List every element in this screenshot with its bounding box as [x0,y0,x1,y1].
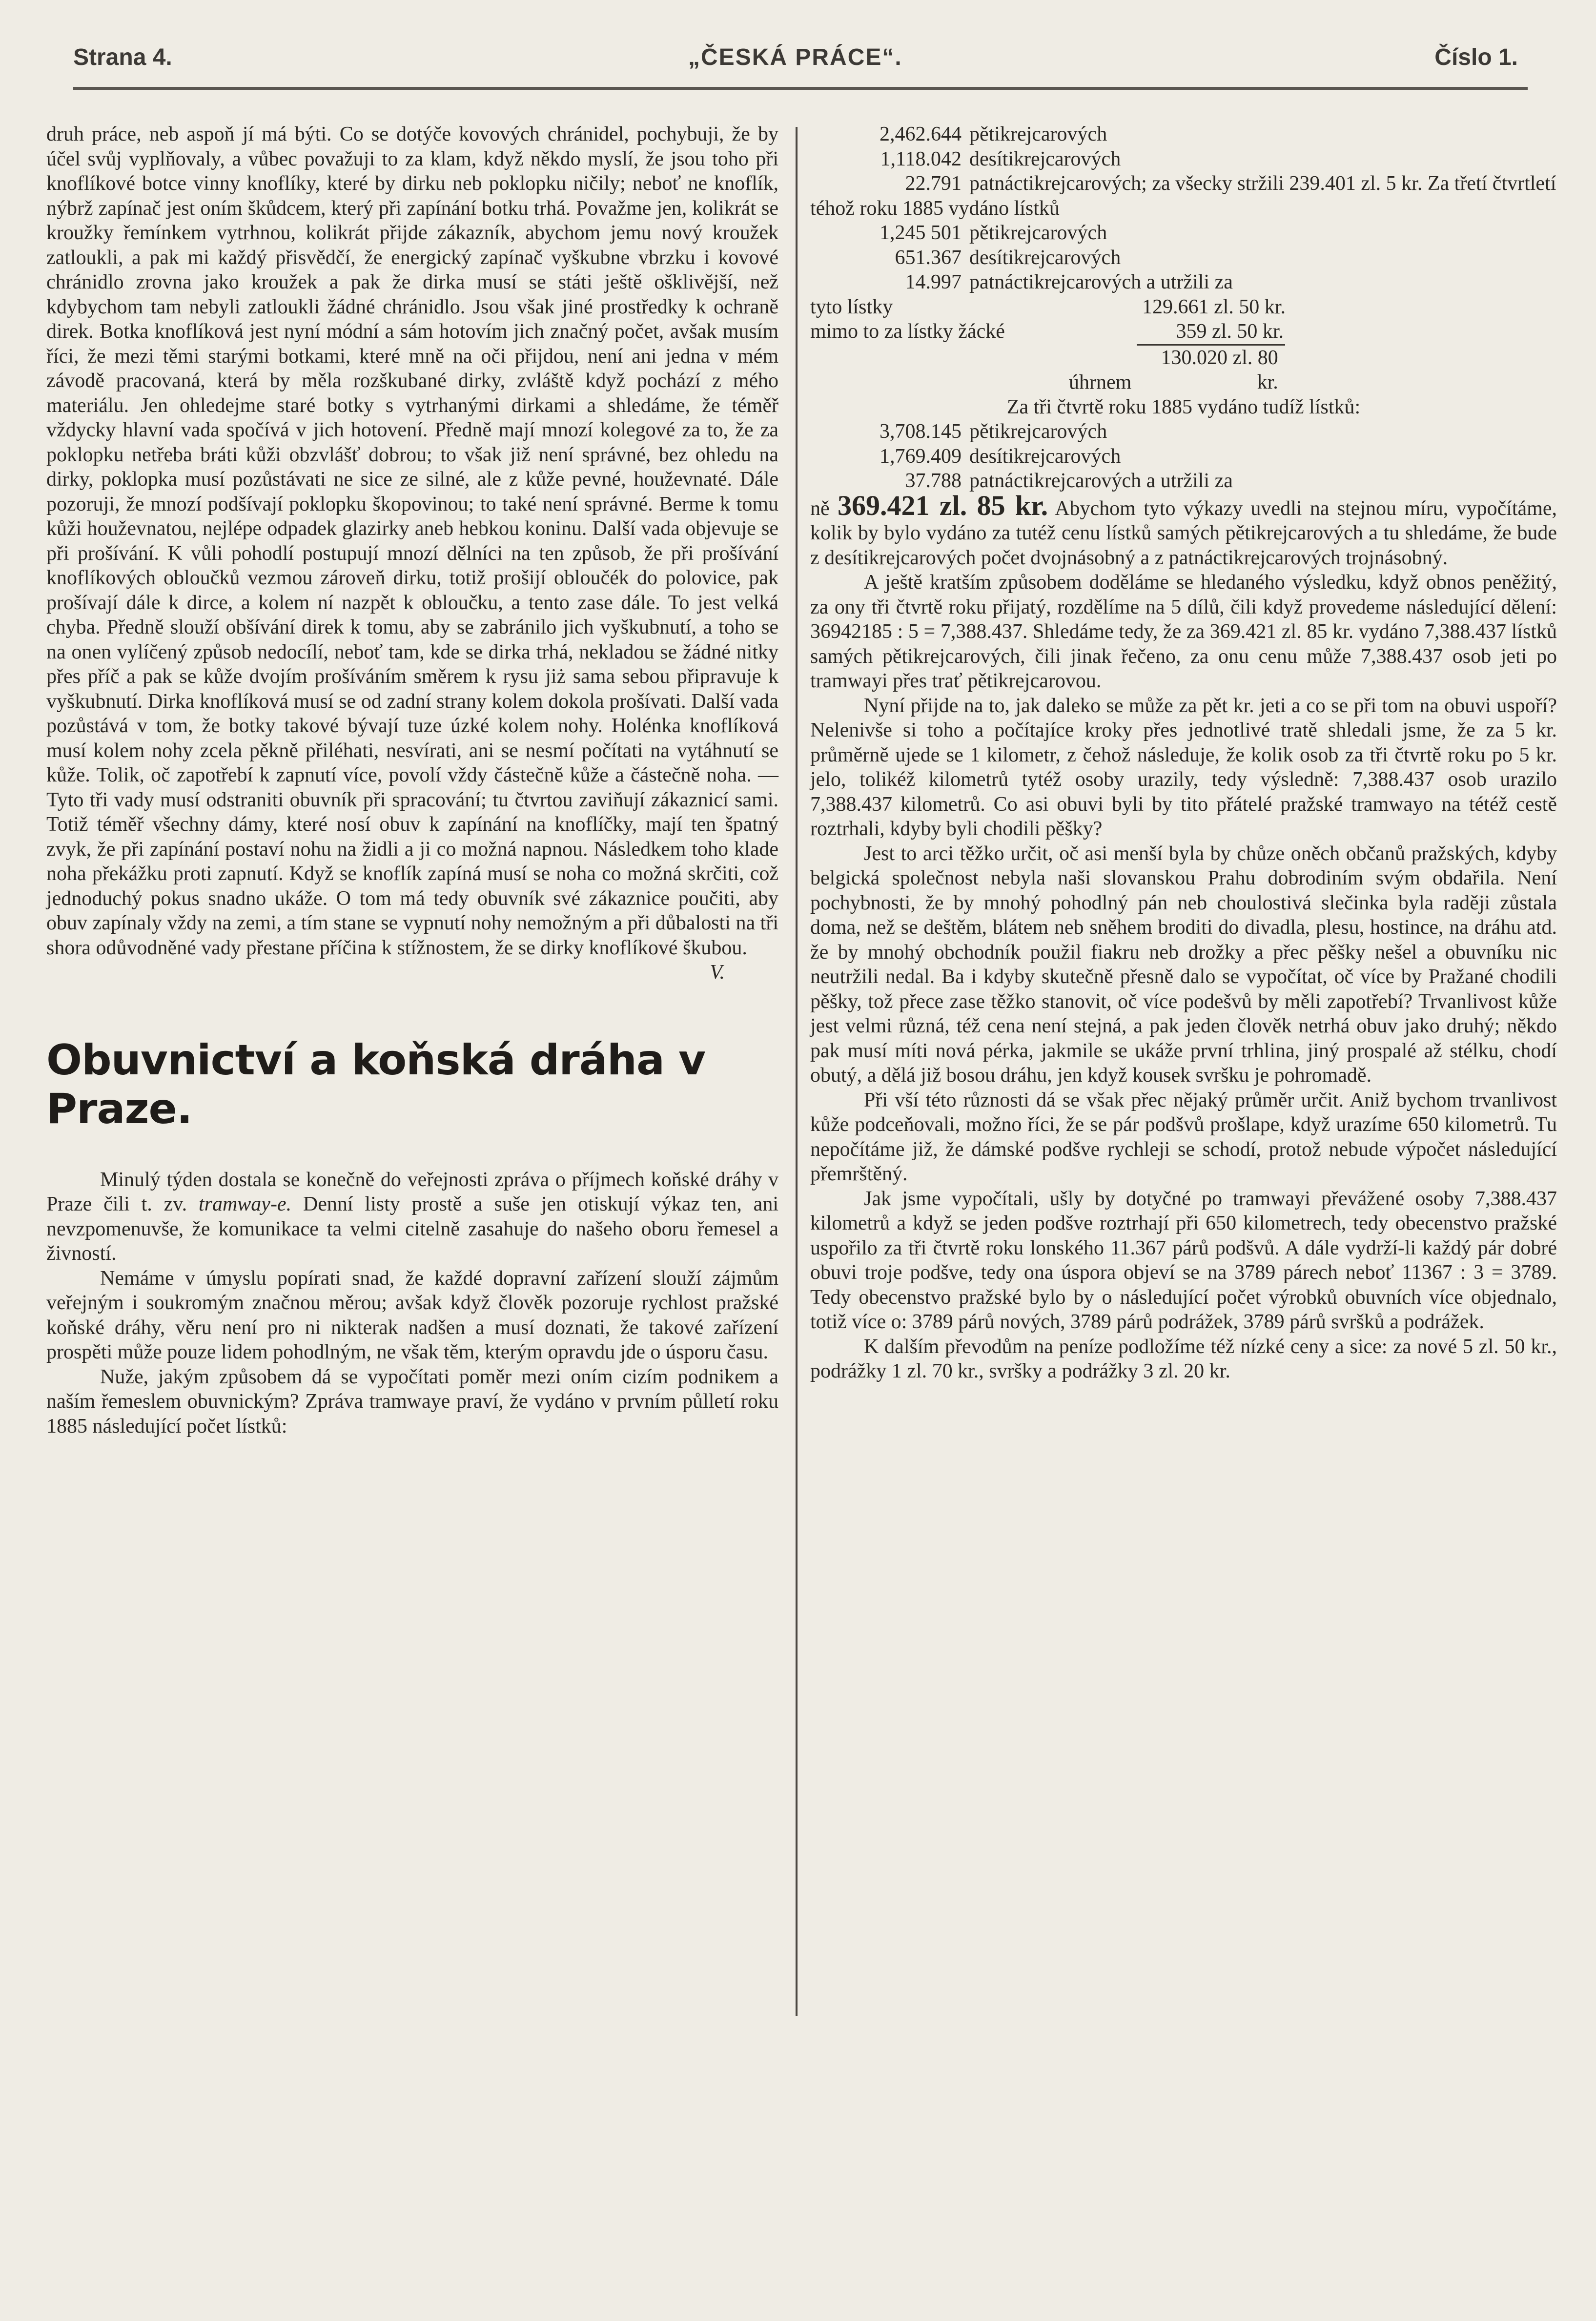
revenue-total-row [810,344,1557,395]
article-paragraph-3: Nuže, jakým způsobem dá se vypočítati poměr mezi oním cizím podnikem a naším řemeslem obuvnickým? Zpráva tramwaye praví, že vydáno v prvním půlletí roku 1885 následující počet lístků: [46,1365,778,1438]
article-paragraph: A ještě kratším způsobem doděláme se hledaného výsledku, když obnos peněžitý, za ony tři čtvrtě roku přijatý, rozdělíme na 5 dílů, čili když provedeme následující dělení: 36942185 : 5 = 7,388.437. Shledáme tedy, že za 369.421 zl. 85 kr. vydáno 7,388.437 lístků samých pětikrejcarových, čili jinak řečeno, za onu cenu může 7,388.437 osob jeti po tramwayi přes trať pětikrejcarovou. [810,571,1557,692]
header-rule [73,87,1528,90]
newspaper-title: „ČESKÁ PRÁCE“. [688,44,902,70]
stat-number: 2,462.644 [880,123,962,145]
stat-text: pětikrejcarových [969,123,1107,145]
issue-number: Číslo 1. [1434,44,1518,70]
article-paragraph-2: Nemáme v úmyslu popírati snad, že každé dopravní zařízení slouží zájmům veřejným i soukromým značnou měrou; avšak když člověk pozoruje rychlost pražské koňské dráhy, věru není pro ni nikterak nadšen a musí doznati, že takové zařízení prospěti může pouze lidem pohodlným, ne však těm, kterým opravdu jde o úsporu času. [46,1267,778,1363]
article-paragraph: K dalším převodům na peníze podložíme též nízké ceny a sice: za nové 5 zl. 50 kr., podrážky 1 zl. 70 kr., svršky a podrážky 3 zl. 20 kr. [810,1335,1557,1382]
revenue-amount: 359 zl. 50 kr. [1176,320,1284,343]
left-column [46,122,778,1438]
big-total-amount: 369.421 zl. 85 kr. [838,489,1048,521]
revenue-row [810,295,1557,320]
stat-number: 37.788 [905,470,962,492]
revenue-label: mimo to za lístky žácké [810,320,1005,343]
page-header [73,39,1528,78]
revenue-row [810,319,1557,344]
stat-text: pětikrejcarových [969,222,1107,244]
stat-text: pětikrejcarových [969,420,1107,443]
stat-text: patnáctikrejcarových a utržili za [969,271,1233,293]
stat-number: 1,769.409 [880,445,962,468]
three-quarters-intro: Za tři čtvrtě roku 1885 vydáno tudíž lístků: [1006,395,1361,418]
stat-number: 3,708.145 [880,420,962,443]
stat-text: desítikrejcarových [969,246,1121,269]
stat-number: 1,245 501 [880,222,962,244]
article-p1-end: Denní listy prostě a suše jen otiskují výkaz ten, ani nevzpomenuvše, že komunikace ta velmi citelně zasahuje do našeho oboru řemesel a živností. [46,1193,778,1265]
article-title: Obuvnictví a koňská dráha v Praze. [46,1035,706,1133]
stat-line [810,221,1557,246]
article-paragraph: Nyní přijde na to, jak daleko se může za pět kr. jeti a co se při tom na obuvi uspoří? Nelenivše si toho a počítajíce kroky přes jednotlivé tratě shledali jsme, že za 5 kr. průměrně ujede se 1 kilometr, z čehož následuje, že kolik osob za tři čtvrtě roku po 5 kr. jelo, tolikéž kilometrů tytéž osoby urazily, tedy výsledně: 7,388.437 osob urazilo 7,388.437 kilometrů. Co asi obuvi byli by tito přátelé pražské tramwayo na tétéž cestě roztrhali, kdyby byli chodili pěšky? [810,694,1557,840]
article-p1-italic: tramway-e. [198,1193,292,1215]
stat-line [810,147,1557,172]
article-paragraph: Při vší této různosti dá se však přec nějaký průměr určit. Aniž bychom trvanlivost kůže podceňovali, možno říci, že se pár podšvů prošlape, když urazíme 650 kilometrů. Tu nepočítáme již, že dámské podšve rychleji se schodí, protož nebude výpočet následující přemrštěný. [810,1089,1557,1185]
stat-line [810,246,1557,270]
stat-line [810,270,1557,295]
article-paragraph: Jest to arci těžko určit, oč asi menší byla by chůze oněch občanů pražských, kdyby belgická společnost nebyla naši slovanskou Prahu dobrodiním svým obdařila. Není pochybnosti, že by mnohý pohodlný pán neb choulostivá slečinka byla raději zůstala doma, než se deštěm, blátem neb sněhem broditi do divadla, plesu, hostince, na dráhu atd. že by mnohý obchodník použil fiakru neb drožky a přec pěšky nešel a obuvníku nic neutržili nedal. Ba i kdyby skutečně přesně dalo se vypočítat, oč více by Pražané chodili pěšky, tož přece zase těžko stanovit, oč více podešvů by měli zapotřebí? Trvanlivost kůže jest velmi různá, též cena není stejná, a pak jeden člověk netrhá obuv jako druhý; někdo pak musí míti nová pérka, jakmile se ukáže první trhlina, jiný prospalé až stélku, chodí obutý, a dělá již bosou dráhu, jen když kousek svršku je pohromadě. [810,842,1557,1087]
big-total-followup: Abychom tyto výkazy uvedli na stejnou míru, vypočítáme, kolik by bylo vydáno za tutéž cenu lístků samých pětikrejcarových a tu shledáme, že bude z desítikrejcarových počet dvojnásobný a z patnáctikrejcarových trojnásobný. [810,497,1557,569]
stat-text: patnáctikrejcarových; za všecky stržili 239.401 zl. 5 kr. Za třetí čtvrtletí téhož roku 1885 vydáno lístků [810,172,1556,220]
stat-number: 14.997 [905,271,962,293]
author-signature: V. [710,961,725,984]
stat-line [810,122,1557,147]
big-total-prefix: ně [810,497,830,520]
stat-number: 1,118.042 [880,147,962,170]
article-paragraph: Jak jsme vypočítali, ušly by dotyčné po tramwayi převážené osoby 7,388.437 kilometrů a když se jeden podšve roztrhají při 650 kilometrech, tedy obecenstvo pražské uspořilo za tři čtvrtě roku lonského 11.367 párů podšvů. A dále vydrží-li každý pár dobré obuvi troje podšve, tedy ona úspora objeví se na 3789 párech neboť 11367 : 3 = 3789. Tedy obecenstvo pražské bylo by o následující počet výrobků obuvních více objednalo, totiž více o: 3789 párů nových, 3789 párů podrážek, 3789 párů svršků a podrážek. [810,1187,1557,1333]
stat-line [810,171,1557,221]
stat-text: patnáctikrejcarových a utržili za [969,470,1233,492]
stat-number: 651.367 [895,246,962,269]
stat-line [810,419,1557,444]
article-paragraph-1 [46,1168,778,1266]
stat-number: 22.791 [905,172,962,195]
revenue-amount: 129.661 zl. 50 kr. [1142,295,1286,318]
continued-article-text: druh práce, neb aspoň jí má býti. Co se dotýče kovových chránidel, pochybuji, že by účel svůj vyplňovaly, a vůbec považuji to za klam, když někdo myslí, že jsou toho při knoflíkové botce vinny knoflíky, které by dirku neb poklopku ničily; neboť ne knoflík, nýbrž zapínač jest oním škůdcem, který při zapínání botku trhá. Považme jen, kolikrát se kroužky řemínkem vytrhnou, kolikrát přijde zákazník, abychom jemu nový kroužek zatloukli, a pak mi každý přisvědčí, že energický zapínač vyškubne vbrzku i kovové chránidlo zrovna jako kroužek a pak že dirka musí se státi ještě ošklivější, než kdybychom tam nebyli zatloukli žádné chránidlo. Jsou však jiné prostředky k ochraně direk. Botka knoflíková jest nyní módní a sám hotovím jich značný počet, avšak musím říci, že mezi těmi starými botkami, které mně na oči přijdou, není ani jedna v mém závodě pracovaná, která by měla rozškubané dirky, zvláště když pochází z mého materiálu. Jen ohledejme staré botky s vytrhanými dirkami a shledáme, že téměř vždycky hlavní vada spočívá v jich hotovení. Předně mají mnozí kolegové za to, že za poklopku netřeba bráti kůži obzvlášť dobrou; to však již není správné, bez ohledu na dirky, poklopka musí pozůstávati ne sice ze silné, ale z kůže pevné, houževnaté. Dále pozoruji, že mnozí podšívají poklopku škopovinou; to také není správné. Berme k tomu kůži houževnatou, nejlépe odpadek glazirky aneb hebkou koninu. Další vada objevuje se při prošívání. K vůli pohodlí postupují mnozí dělníci na ten způsob, že při prošívání knoflíkových obloučků vezmou zároveň dirku, totiž prošijí obloučék do polovice, pak prošívají dále k dirce, a kolem ní nazpět k obloučku, a tento zase dále. To jest velká chyba. Předně slouží obšívání direk k tomu, aby se zabránilo jich vyškubnutí, a toho se na onen vylíčený způsob nedocílí, neboť tam, kde se dirka trhá, nekladou se žádné nitky přes příč a pak se kůže dvojím prošíváním směrem k rysu jiż sama sebou připravuje k vyškubnutí. Dirka knoflíková musí se od zadní strany kolem dokola prošívati. Další vada pozůstává v tom, že botky takové bývají tuze úzké kolem nohy. Holénka knoflíková musí kolem nohy zcela pěkně přiléhati, nesvírati, ani se nesmí počítati na vytáhnutí se kůže. Tolik, oč zapotřebí k zapnutí více, povolí vždy částečně kůže a částečně noha. — Tyto tři vady musí odstraniti obuvník při spracování; tu čtvrtou zaviňují zákaznicí sami. Totiž téměř všechny dámy, které nosí obuv k zapínání na knoflíčky, mají ten špatný zvyk, že při zapínání postaví nohu na židli a ji co možná napnou. Následkem toho klade noha překážku proti zapnutí. Když se knoflík zapíná musí se noha co možná skrčiti, což jednoduchý pokus snadno ukáže. O tom má tedy obuvník své zákaznice poučiti, aby obuv zapínaly vždy na zemi, a tím stane se vypnutí nohy nemožným a při důbalosti na tři shora odůvodněné vady přestane příčina k stížnostem, že se dirky knoflíkové škubou. [46,123,778,959]
right-column [810,122,1557,1384]
revenue-label: tyto lístky [810,295,893,318]
page-number: Strana 4. [73,44,172,70]
total-amount: 130.020 zl. 80 kr. [1137,344,1285,395]
total-label: úhrnem [1069,371,1132,393]
stat-line [810,444,1557,469]
column-divider [796,127,798,2016]
big-total-paragraph [810,489,1557,571]
stat-text: desítikrejcarových [969,147,1121,170]
article-p1-start: Minulý týden dostala se konečně do veřejnosti zpráva o příjmech koňské dráhy v Praze čili t. zv. [46,1168,778,1215]
stat-text: desítikrejcarových [969,445,1121,468]
